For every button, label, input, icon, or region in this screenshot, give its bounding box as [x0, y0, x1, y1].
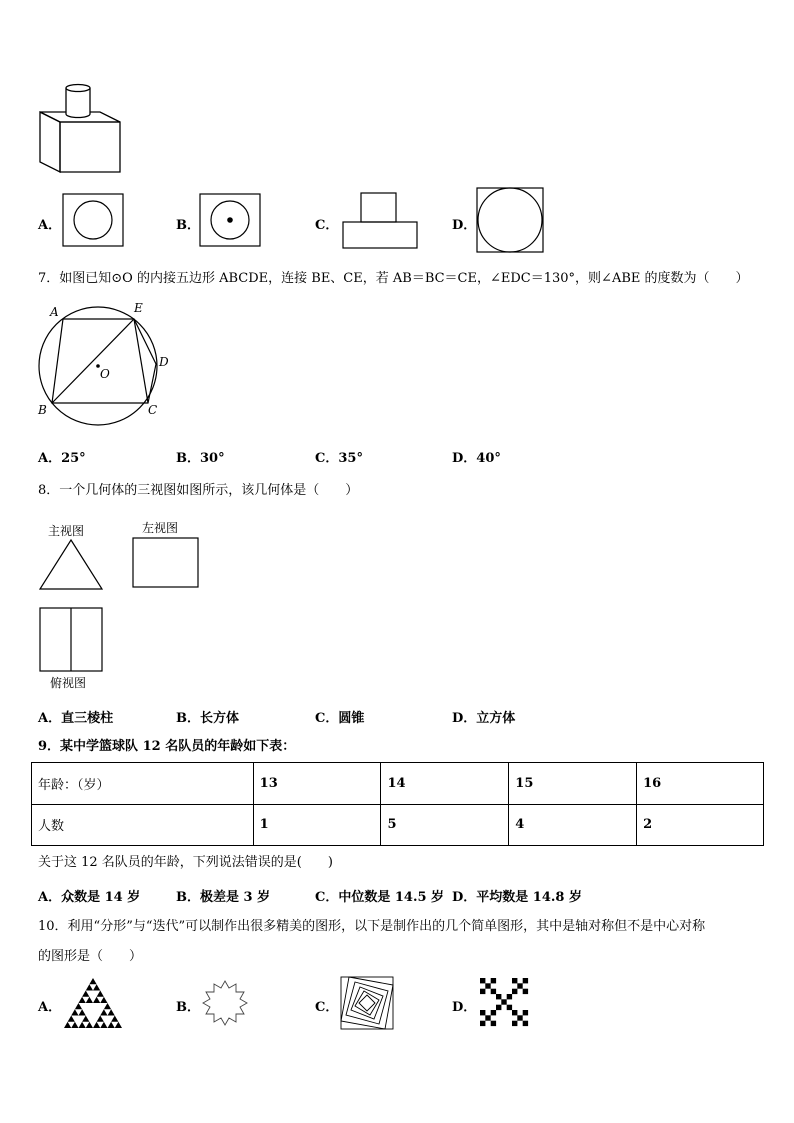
- q8-option-a[interactable]: A．直三棱柱: [38, 711, 114, 726]
- q8-left-view-label: 左视图: [142, 521, 179, 535]
- q7-option-b[interactable]: B．30°: [176, 451, 225, 466]
- q9-age-table: [31, 762, 764, 846]
- q7-option-d[interactable]: D．40°: [452, 451, 501, 466]
- table-cell: 1: [253, 804, 381, 846]
- table-cell: 4: [509, 804, 637, 846]
- q7-circle-pentagon-figure: [30, 296, 180, 418]
- q7-label-b: B: [38, 403, 47, 417]
- q8-top-view-figure: [39, 607, 105, 673]
- q8-option-b[interactable]: B．长方体: [176, 711, 239, 726]
- table-cell: 年龄：（岁）: [32, 763, 254, 805]
- q9-option-d[interactable]: D．平均数是 14.8 岁: [452, 890, 582, 905]
- q8-left-view-figure: [132, 537, 200, 589]
- q9-option-b[interactable]: B．极差是 3 岁: [176, 890, 271, 905]
- table-cell: 5: [381, 804, 509, 846]
- table-cell: 16: [637, 763, 764, 805]
- q7-option-c[interactable]: C．35°: [315, 451, 363, 466]
- q7-label-a: A: [50, 305, 59, 319]
- q9-option-c[interactable]: C．中位数是 14.5 岁: [315, 890, 445, 905]
- q10-stem-line1: 10．利用“分形”与“迭代”可以制作出很多精美的图形，以下是制作出的几个简单图形，其中是轴对称但不是中心对称: [38, 919, 706, 934]
- table-cell: 15: [509, 763, 637, 805]
- q9-option-a[interactable]: A．众数是 14 岁: [38, 890, 141, 905]
- q9-question: 关于这 12 名队员的年龄，下列说法错误的是( ): [38, 855, 333, 870]
- table-row: [32, 804, 764, 846]
- table-cell: 14: [381, 763, 509, 805]
- q10-option-c[interactable]: C．: [315, 1000, 339, 1015]
- q10-option-a[interactable]: A．: [38, 1000, 62, 1015]
- q6-option-d[interactable]: D．: [452, 218, 477, 233]
- table-cell: 人数: [32, 804, 254, 846]
- q7-label-e: E: [134, 301, 143, 315]
- q10-stem-line2: 的图形是（ ）: [38, 949, 143, 964]
- q6-solid-figure: [38, 84, 124, 174]
- q8-top-view-label: 俯视图: [50, 676, 87, 690]
- q6-option-b[interactable]: B．: [176, 218, 200, 233]
- q6-option-d-figure: [476, 187, 546, 253]
- q8-stem: 8．一个几何体的三视图如图所示，该几何体是（ ）: [38, 483, 359, 498]
- q10-koch-snowflake-figure: [200, 978, 250, 1028]
- q7-label-o: O: [100, 367, 110, 381]
- q8-front-view-label: 主视图: [48, 524, 85, 538]
- q10-sierpinski-triangle-figure: [62, 976, 124, 1030]
- q10-option-d[interactable]: D．: [452, 1000, 477, 1015]
- q6-option-c[interactable]: C．: [315, 218, 339, 233]
- q8-front-view-figure: [38, 538, 104, 592]
- table-cell: 2: [637, 804, 764, 846]
- table-row: [32, 763, 764, 805]
- q8-option-d[interactable]: D．立方体: [452, 711, 516, 726]
- table-cell: 13: [253, 763, 381, 805]
- q8-option-c[interactable]: C．圆锥: [315, 711, 365, 726]
- q6-option-b-figure: [199, 193, 261, 247]
- q7-label-d: D: [159, 355, 169, 369]
- q6-option-c-figure: [342, 192, 420, 250]
- q10-option-b[interactable]: B．: [176, 1000, 200, 1015]
- q6-option-a-figure: [62, 193, 124, 247]
- q6-option-a[interactable]: A．: [38, 218, 62, 233]
- q9-stem: 9．某中学篮球队 12 名队员的年龄如下表：: [38, 739, 296, 754]
- q10-rotated-squares-figure: [340, 976, 394, 1030]
- q10-vicsek-fractal-figure: [480, 978, 528, 1026]
- q7-label-c: C: [148, 403, 158, 417]
- q7-stem: 7．如图已知⊙O 的内接五边形 ABCDE，连接 BE、CE，若 AB＝BC＝CE，∠EDC＝130°，则∠ABE 的度数为（ ）: [38, 271, 749, 286]
- q7-option-a[interactable]: A．25°: [38, 451, 86, 466]
